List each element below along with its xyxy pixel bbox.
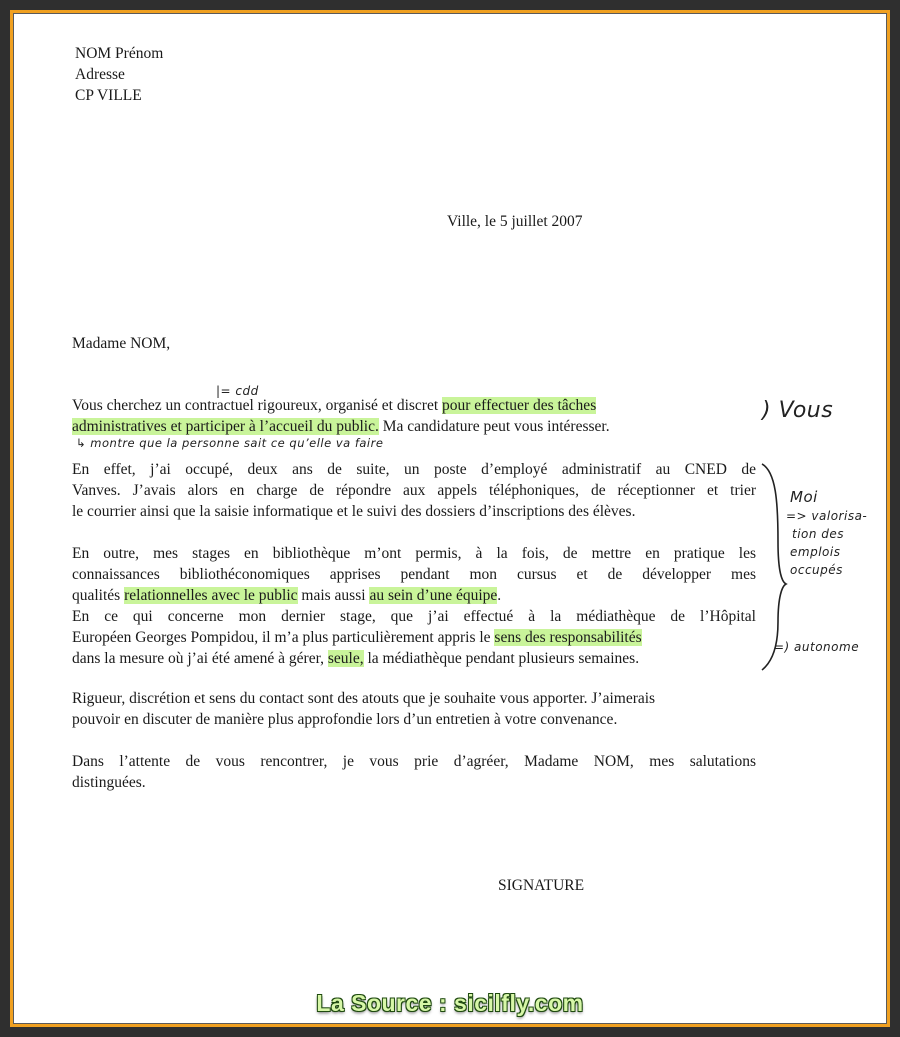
highlighted-text: sens des responsabilités — [494, 629, 642, 646]
highlighted-text: relationnelles avec le public — [124, 587, 298, 604]
para4-text: dans la mesure où j’ai été amené à gérer, — [72, 650, 324, 667]
para1-line2 — [72, 417, 610, 437]
annotation-autonome: =) autonome — [774, 640, 860, 654]
annotation-moi: Moi — [790, 488, 818, 506]
para4-text: la médiathèque pendant plusieurs semaines. — [367, 650, 640, 667]
annotation-moi-line: => valorisa- — [786, 509, 868, 523]
highlighted-text: seule, — [327, 650, 364, 667]
para3-line: connaissances bibliothéconomiques apprises pendant mon cursus et de développer mes — [72, 566, 756, 583]
salutation: Madame NOM, — [72, 335, 171, 352]
highlighted-text: administratives et participer à l’accueil du public. — [72, 418, 379, 435]
annotation-moi-line: tion des — [792, 527, 845, 541]
para6-line: distinguées. — [72, 774, 146, 791]
highlighted-text: pour effectuer des tâches — [442, 397, 597, 414]
para2-line: Vanves. J’avais alors en charge de répondre aux appels téléphoniques, de réceptionner et trier — [72, 482, 756, 499]
para3-line: En outre, mes stages en bibliothèque m’ont permis, à la fois, de mettre en pratique les — [72, 545, 756, 562]
para2-line: le courrier ainsi que la saisie informatique et le suivi des dossiers d’inscriptions des élèves. — [72, 503, 636, 520]
annotation-moi-line: occupés — [790, 563, 843, 577]
para2-line: En effet, j’ai occupé, deux ans de suite, un poste d’employé administratif au CNED de — [72, 461, 756, 478]
sender-name: NOM Prénom — [75, 45, 164, 62]
para1-text: contractuel rigoureux, organisé et discret — [184, 397, 439, 414]
annotation-vous: ) Vous — [762, 398, 834, 423]
annotation-underline-note: ↳ montre que la personne sait ce qu’elle va faire — [76, 436, 384, 450]
sender-city: CP VILLE — [75, 87, 142, 104]
annotation-cdd: |= cdd — [216, 384, 259, 398]
para3-line — [72, 586, 501, 606]
para4-line: En ce qui concerne mon dernier stage, que j’ai effectué à la médiathèque de l’Hôpital — [72, 608, 756, 625]
source-watermark: La Source : sicilfly.com — [316, 990, 584, 1016]
para6-line: Dans l’attente de vous rencontrer, je vous prie d’agréer, Madame NOM, mes salutations — [72, 753, 756, 770]
letter-date: Ville, le 5 juillet 2007 — [447, 213, 583, 230]
highlighted-text: au sein d’une équipe — [369, 587, 498, 604]
para4-line — [72, 649, 639, 669]
sender-address: Adresse — [75, 66, 125, 83]
para1-line1 — [72, 396, 596, 416]
annotation-moi-line: emplois — [790, 545, 841, 559]
para3-text: mais aussi — [301, 587, 366, 604]
para3-text: qualités — [72, 587, 121, 604]
signature: SIGNATURE — [498, 877, 585, 894]
para1-text: Ma candidature peut vous intéresser. — [382, 418, 610, 435]
para4-text: Européen Georges Pompidou, il m’a plus particulièrement appris le — [72, 629, 491, 646]
para3-text: . — [497, 587, 502, 604]
para4-line — [72, 628, 642, 648]
para5-line: Rigueur, discrétion et sens du contact sont des atouts que je souhaite vous apporter. J’aimerais — [72, 690, 656, 707]
para1-text: Vous cherchez un — [72, 397, 182, 414]
para5-line: pouvoir en discuter de manière plus approfondie lors d’un entretien à votre convenance. — [72, 711, 618, 728]
